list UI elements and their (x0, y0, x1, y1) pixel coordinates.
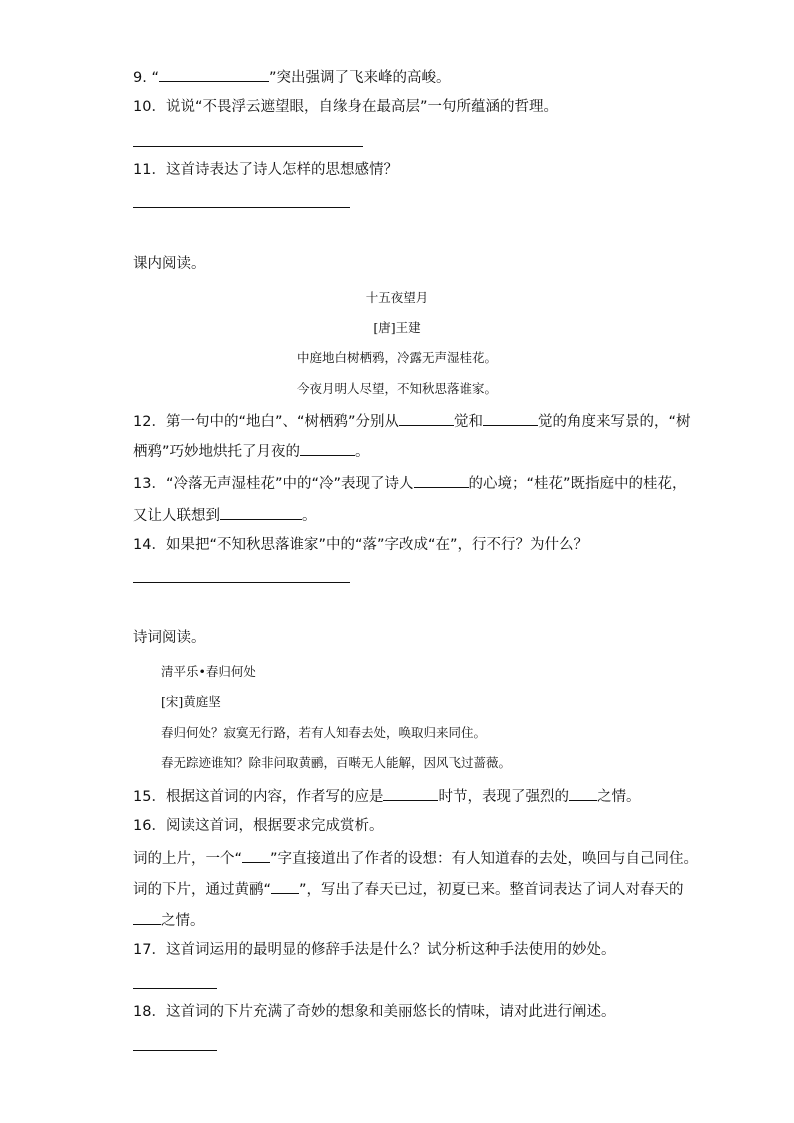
question-18: 18．这首词的下片充满了奇妙的想象和美丽悠长的情味，请对此进行阐述。 (133, 1004, 616, 1020)
question-9: 9. “ ”突出强调了飞来峰的高峻。 (133, 66, 450, 88)
answer-blank[interactable] (271, 878, 299, 894)
answer-blank[interactable] (399, 410, 454, 426)
question-11: 11．这首诗表达了诗人怎样的思想感情？ (133, 162, 398, 178)
question-16-line4: 之情。 (133, 909, 205, 931)
question-14: 14．如果把“不知秋思落谁家”中的“落”字改成“在”，行不行？为什么？ (133, 537, 589, 553)
answer-blank[interactable] (300, 440, 355, 456)
answer-line[interactable] (133, 988, 217, 989)
question-16-line2: 词的上片，一个“ ”字直接道出了作者的设想：有人知道春的去处，唤回与自己同住。 (133, 847, 698, 869)
question-13: 13．“冷落无声湿桂花”中的“冷”表现了诗人 的心境；“桂花”既指庭中的桂花， (133, 472, 687, 494)
poem-title: 清平乐•春归何处 (161, 664, 256, 679)
answer-blank[interactable] (133, 909, 161, 925)
question-16: 16．阅读这首词，根据要求完成赏析。 (133, 818, 384, 834)
answer-blank[interactable] (414, 472, 469, 488)
question-13-cont: 又让人联想到 。 (133, 504, 317, 526)
poem-line: 春归何处？寂寞无行路，若有人知春去处，唤取归来同住。 (161, 725, 487, 740)
question-12: 12．第一句中的“地白”、“树栖鸦”分别从 觉和 觉的角度来写景的，“树 (133, 410, 691, 432)
poem-line: 中庭地白树栖鸦，冷露无声湿桂花。 (296, 350, 497, 365)
answer-line[interactable] (133, 146, 363, 147)
section-heading: 课内阅读。 (133, 256, 206, 272)
answer-blank[interactable] (383, 785, 438, 801)
question-15: 15．根据这首词的内容，作者写的应是 时节，表现了强烈的 之情。 (133, 785, 640, 807)
question-17: 17．这首词运用的最明显的修辞手法是什么？试分析这种手法使用的妙处。 (133, 942, 616, 958)
poem-line: 今夜月明人尽望，不知秋思落谁家。 (296, 381, 497, 396)
poem-line: 春无踪迹谁知？除非问取黄鹂，百啭无人能解，因风飞过蔷薇。 (161, 755, 512, 770)
poem-author: [唐]王建 (373, 320, 421, 335)
section-heading: 诗词阅读。 (133, 630, 206, 646)
question-12-cont: 栖鸦”巧妙地烘托了月夜的 。 (133, 440, 370, 462)
answer-blank[interactable] (483, 410, 538, 426)
poem-title: 十五夜望月 (365, 290, 429, 305)
answer-blank[interactable] (242, 847, 270, 863)
answer-line[interactable] (133, 582, 350, 583)
poem-author: [宋]黄庭坚 (161, 694, 221, 709)
answer-blank[interactable] (220, 504, 302, 520)
answer-line[interactable] (133, 1050, 217, 1051)
question-16-line3: 词的下片，通过黄鹂“ ”，写出了春天已过，初夏已来。整首词表达了词人对春天的 (133, 878, 684, 900)
question-10: 10．说说“不畏浮云遮望眼，自缘身在最高层”一句所蕴涵的哲理。 (133, 99, 558, 115)
answer-blank[interactable] (569, 785, 597, 801)
answer-blank[interactable] (159, 66, 269, 82)
answer-line[interactable] (133, 207, 350, 208)
